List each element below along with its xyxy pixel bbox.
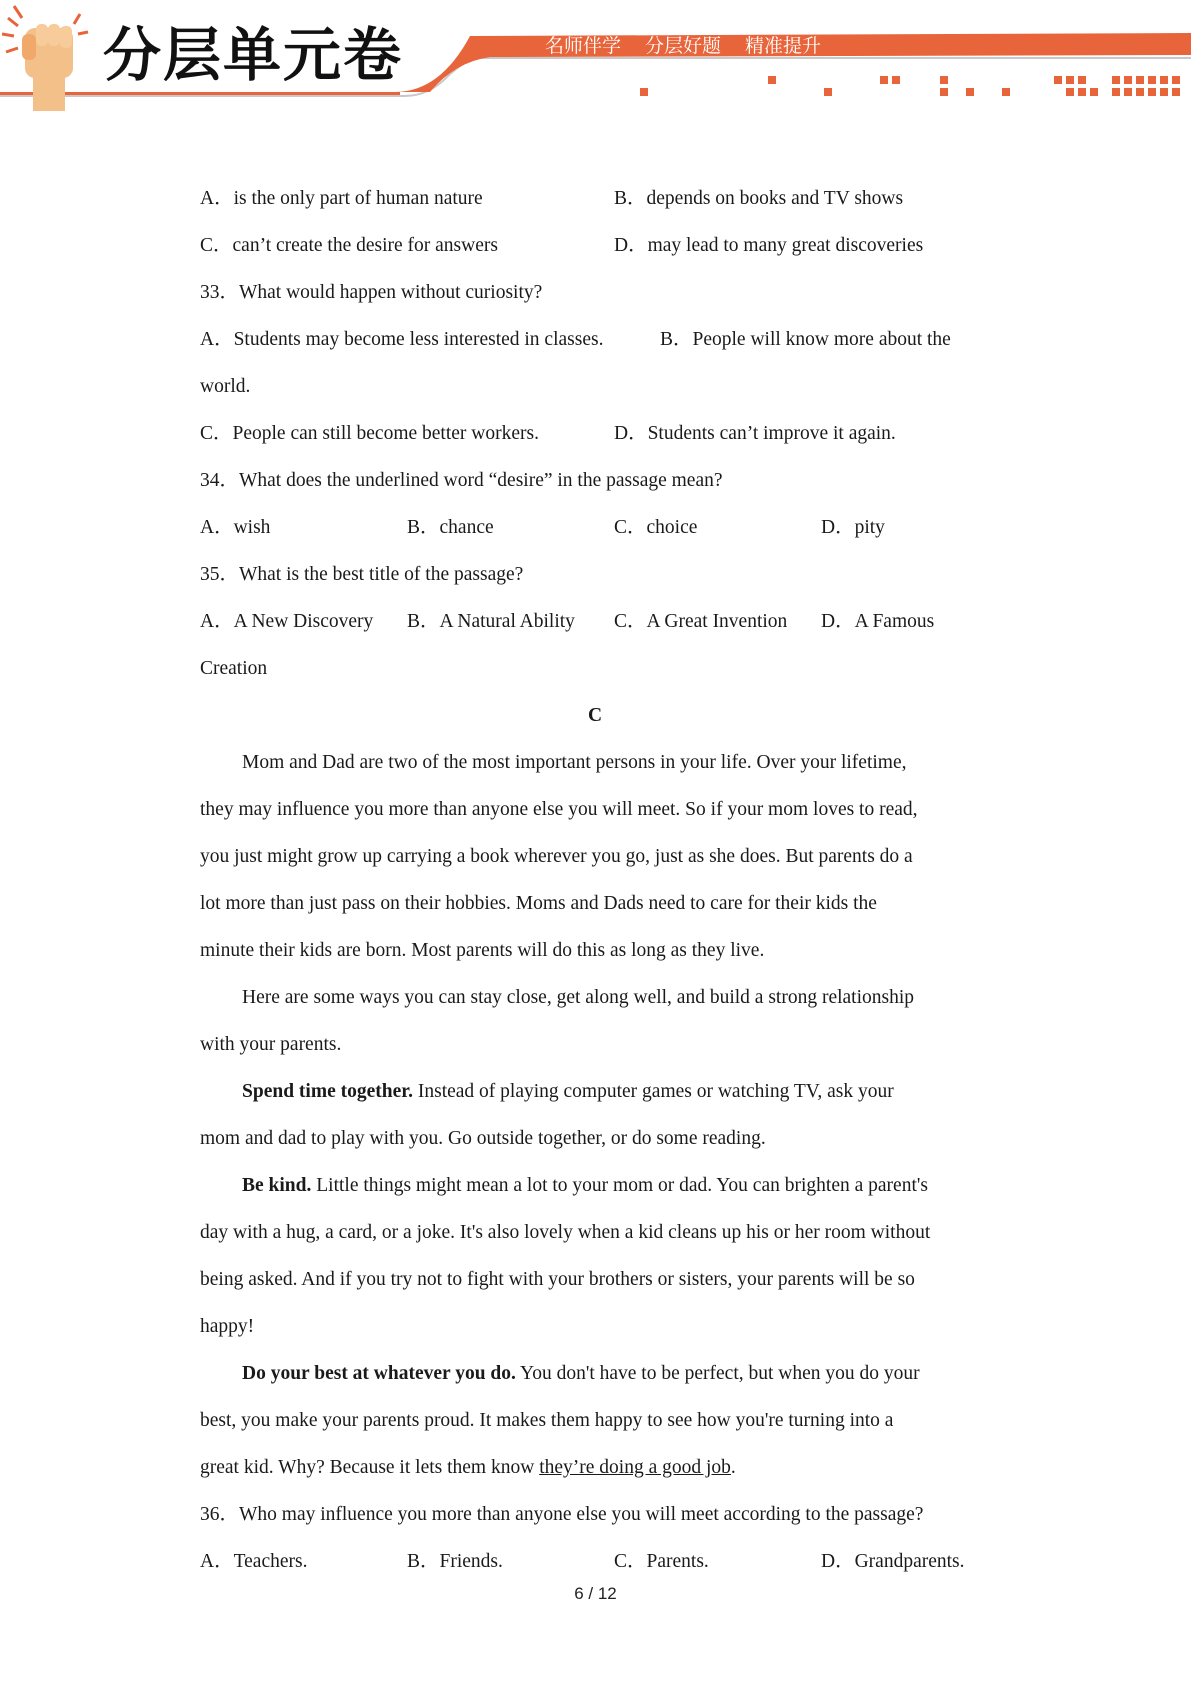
passage-p5-line-1 bbox=[200, 1350, 990, 1397]
passage-p4-line-3: being asked. And if you try not to fight with your brothers or sisters, your parents will be so bbox=[200, 1269, 915, 1290]
q34-option-a: A．wish bbox=[200, 517, 271, 538]
passage-p5-line-3 bbox=[200, 1444, 990, 1491]
q32-options-row-1 bbox=[200, 175, 990, 222]
q33-stem: 33．What would happen without curiosity? bbox=[200, 282, 543, 303]
passage-p3-heading: Spend time together. bbox=[242, 1081, 413, 1102]
passage-p4-line-1 bbox=[200, 1162, 990, 1209]
q35-option-a: A．A New Discovery bbox=[200, 611, 374, 632]
q34-stem: 34．What does the underlined word “desire” in the passage mean? bbox=[200, 470, 723, 491]
passage-p2-line-1: Here are some ways you can stay close, get along well, and build a strong relationship bbox=[242, 987, 915, 1008]
slogan-3: 精准提升 bbox=[745, 35, 822, 57]
q33-options-row-2 bbox=[200, 410, 990, 457]
q32-option-a: A．is the only part of human nature bbox=[200, 188, 483, 209]
q35-option-b: B．A Natural Ability bbox=[407, 611, 575, 632]
q33-option-a: A．Students may become less interested in classes. bbox=[200, 329, 604, 350]
passage-p4-text: Little things might mean a lot to your mom or dad. You can brighten a parent's bbox=[311, 1175, 928, 1196]
q36-stem: 36．Who may influence you more than anyone else you will meet according to the passage? bbox=[200, 1504, 924, 1525]
q35-options bbox=[200, 598, 990, 645]
passage-p1-line-3: you just might grow up carrying a book wherever you go, just as she does. But parents do a bbox=[200, 846, 913, 867]
q33-option-b-continued: world. bbox=[200, 376, 251, 397]
passage-p5-text: You don't have to be perfect, but when you do your bbox=[515, 1363, 920, 1384]
q36-option-b: B．Friends. bbox=[407, 1551, 503, 1572]
passage-p1-line-1: Mom and Dad are two of the most important persons in your life. Over your lifetime, bbox=[242, 752, 907, 773]
page-number: 6 / 12 bbox=[574, 1584, 617, 1603]
q34-option-c: C．choice bbox=[614, 517, 698, 538]
passage-p1-line-4: lot more than just pass on their hobbies. Moms and Dads need to care for their kids the bbox=[200, 893, 877, 914]
q35-option-d: D．A Famous bbox=[821, 611, 935, 632]
passage-p5-period: . bbox=[730, 1457, 736, 1478]
q33-options-row-1 bbox=[200, 316, 990, 363]
q35-option-c: C．A Great Invention bbox=[614, 611, 788, 632]
passage-p2-line-2: with your parents. bbox=[200, 1034, 342, 1055]
passage-p3-line-1 bbox=[200, 1068, 990, 1115]
passage-p3-line-2: mom and dad to play with you. Go outside together, or do some reading. bbox=[200, 1128, 766, 1149]
q33-option-d: D．Students can’t improve it again. bbox=[614, 423, 896, 444]
passage-p1-line-2: they may influence you more than anyone else you will meet. So if your mom loves to read, bbox=[200, 799, 918, 820]
q34-options bbox=[200, 504, 990, 551]
brand-title: 分层单元卷 bbox=[103, 21, 404, 89]
q36-option-a: A．Teachers. bbox=[200, 1551, 308, 1572]
q35-option-d-continued: Creation bbox=[200, 658, 268, 679]
q32-option-c: C．can’t create the desire for answers bbox=[200, 235, 498, 256]
passage-p5-line-2: best, you make your parents proud. It makes them happy to see how you're turning into a bbox=[200, 1410, 894, 1431]
q32-options-row-2 bbox=[200, 222, 990, 269]
q32-option-d: D．may lead to many great discoveries bbox=[614, 235, 924, 256]
passage-p5-heading: Do your best at whatever you do. bbox=[242, 1363, 516, 1384]
q33-option-c: C．People can still become better workers. bbox=[200, 423, 539, 444]
passage-p4-line-2: day with a hug, a card, or a joke. It's also lovely when a kid cleans up his or her room without bbox=[200, 1222, 931, 1243]
page-content bbox=[200, 175, 990, 1585]
q34-option-b: B．chance bbox=[407, 517, 494, 538]
q36-options bbox=[200, 1538, 990, 1585]
q35-stem: 35．What is the best title of the passage? bbox=[200, 564, 524, 585]
q34-option-d: D．pity bbox=[821, 517, 885, 538]
slogan-2: 分层好题 bbox=[645, 35, 722, 57]
q33-option-b: B．People will know more about the bbox=[660, 329, 951, 350]
passage-p4-line-4: happy! bbox=[200, 1316, 255, 1337]
passage-heading: C bbox=[587, 705, 603, 726]
passage-p5-text-end: great kid. Why? Because it lets them know bbox=[200, 1457, 540, 1478]
q36-option-d: D．Grandparents. bbox=[821, 1551, 965, 1572]
header-dots bbox=[640, 76, 1180, 96]
header-banner bbox=[0, 0, 1191, 115]
passage-p3-text: Instead of playing computer games or watching TV, ask your bbox=[412, 1081, 894, 1102]
passage-p1-line-5: minute their kids are born. Most parents will do this as long as they live. bbox=[200, 940, 765, 961]
passage-p4-heading: Be kind. bbox=[242, 1175, 312, 1196]
q32-option-b: B．depends on books and TV shows bbox=[614, 188, 904, 209]
q36-option-c: C．Parents. bbox=[614, 1551, 709, 1572]
slogan-1: 名师伴学 bbox=[545, 35, 622, 57]
underlined-phrase: they’re doing a good job bbox=[539, 1457, 731, 1478]
